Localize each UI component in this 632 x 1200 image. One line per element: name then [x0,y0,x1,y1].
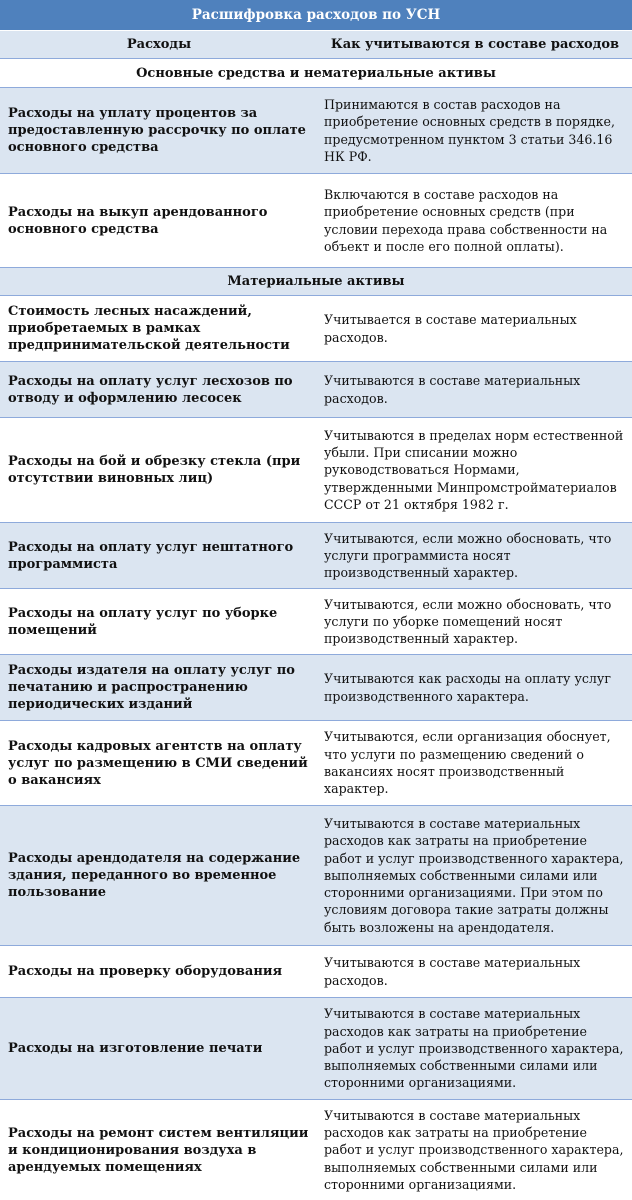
table-title: Расшифровка расходов по УСН [0,0,632,31]
table-row [0,1100,632,1200]
expense-cell: Расходы арендодателя на содержание здания, переданного во временное пользование [8,851,301,900]
table-row [0,88,632,174]
table-row [0,998,632,1100]
table-row [0,523,632,589]
accounting-cell: Учитываются, если можно обосновать, что услуги программиста носят производственный характер. [324,530,612,581]
accounting-cell: Учитываются, если организация обоснует, что услуги по размещению сведений о вакансиях носят производственный характер. [324,729,611,797]
expense-cell: Расходы кадровых агентств на оплату услуг по размещению в СМИ сведений о вакансиях [8,738,308,788]
table-row [0,946,632,998]
expense-cell: Расходы на проверку оборудования [8,964,283,979]
accounting-cell: Учитываются как расходы на оплату услуг производственного характера. [324,671,611,704]
accounting-cell: Учитываются в составе материальных расходов. [324,955,581,988]
expense-cell: Расходы на оплату услуг лесхозов по отводу и оформлению лесосек [8,373,293,406]
section-heading: Основные средства и нематериальные активы [0,59,632,88]
table-row [0,362,632,418]
accounting-cell: Принимаются в состав расходов на приобретение основных средств в порядке, предусмотренном пунктом 3 статьи 346.16 НК РФ. [324,96,616,164]
accounting-cell: Учитываются в составе материальных расходов как затраты на приобретение работ и услуг производственного характера, выполняемых собственными силами или сторонними организациями. [324,1006,624,1091]
accounting-cell: Включаются в составе расходов на приобретение основных средств (при условии перехода права собственности на объект и после его полной оплаты). [324,186,608,254]
expense-cell: Расходы на изготовление печати [8,1041,263,1056]
column-header-expenses: Расходы [126,37,192,52]
expense-cell: Расходы на ремонт систем вентиляции и кондиционирования воздуха в арендуемых помещениях [8,1125,309,1175]
expense-cell: Расходы на оплату услуг нештатного программиста [8,539,294,572]
expense-cell: Стоимость лесных насаждений, приобретаемых в рамках предпринимательской деятельности [8,304,290,353]
accounting-cell: Учитывается в составе материальных расходов. [324,312,577,345]
table-row [0,589,632,655]
accounting-cell: Учитываются в составе материальных расходов как затраты на приобретение работ и услуг производственного характера, выполняемых собственными силами или сторонними организациями. При этом по условиям договора такие затраты должны быть возложены на арендодателя. [324,815,624,935]
table-row [0,418,632,523]
section-heading: Материальные активы [0,268,632,296]
column-header-accounting: Как учитываются в составе расходов [330,37,620,52]
expense-cell: Расходы на уплату процентов за предоставленную рассрочку по оплате основного средства [8,106,306,155]
expense-cell: Расходы на выкуп арендованного основного средства [8,204,268,237]
accounting-cell: Учитываются в составе материальных расходов как затраты на приобретение работ и услуг производственного характера, выполняемых собственными силами или сторонними организациями. [324,1107,624,1192]
accounting-cell: Учитываются в составе материальных расходов. [324,373,581,406]
table-header [0,31,632,59]
accounting-cell: Учитываются, если можно обосновать, что услуги по уборке помещений носят производственный характер. [324,596,612,647]
table-row [0,721,632,806]
table-row [0,296,632,362]
expense-cell: Расходы на оплату услуг по уборке помещений [8,605,278,638]
accounting-cell: Учитываются в пределах норм естественной убыли. При списании можно руководствоваться Нормами, утвержденными Минпромстройматериалов СССР от 21 октября 1982 г. [324,427,624,512]
table-row [0,806,632,946]
expense-cell: Расходы на бой и обрезку стекла (при отсутствии виновных лиц) [8,454,301,486]
table-row [0,655,632,721]
table-row [0,174,632,268]
expense-cell: Расходы издателя на оплату услуг по печатанию и распространению периодических изданий [8,663,295,712]
